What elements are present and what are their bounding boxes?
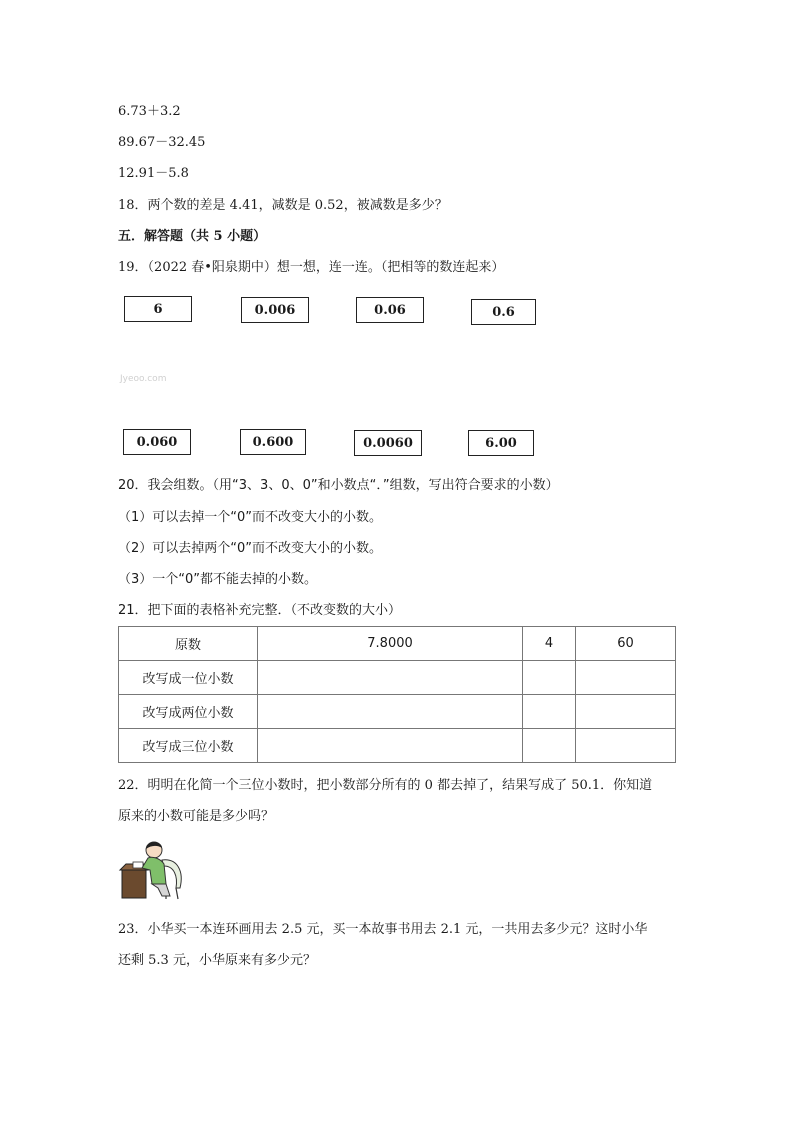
- number-box-0-0060: 0.0060: [354, 430, 422, 456]
- answer-cell[interactable]: [575, 695, 675, 729]
- question-23-line-2: 还剩 5.3 元，小华原来有多少元？: [118, 953, 316, 968]
- question-20-item-1: （1）可以去掉一个“0”而不改变大小的小数。: [118, 510, 383, 525]
- number-box-0-060: 0.060: [123, 429, 191, 455]
- number-box-6: 6: [124, 296, 192, 322]
- section-heading: 五．解答题（共 5 小题）: [118, 229, 267, 244]
- question-22-line-1: 22．明明在化简一个三位小数时，把小数部分所有的 0 都去掉了，结果写成了 50.1．你知道: [118, 778, 653, 793]
- row-label: 改写成一位小数: [119, 661, 258, 695]
- answer-cell[interactable]: [523, 661, 576, 695]
- number-box-0-6: 0.6: [471, 299, 536, 325]
- calc-line-3: 12.91－5.8: [118, 166, 189, 181]
- question-20-item-2: （2）可以去掉两个“0”而不改变大小的小数。: [118, 541, 383, 556]
- calc-line-2: 89.67－32.45: [118, 135, 206, 150]
- row-label: 改写成三位小数: [119, 729, 258, 763]
- table-row: [119, 729, 676, 763]
- answer-cell[interactable]: [258, 661, 523, 695]
- answer-cell[interactable]: [258, 695, 523, 729]
- table-row: [119, 661, 676, 695]
- table-header-cell: 4: [523, 627, 576, 661]
- question-23-line-1: 23．小华买一本连环画用去 2.5 元，买一本故事书用去 2.1 元，一共用去多少元？这时小华: [118, 922, 648, 937]
- question-18: 18．两个数的差是 4.41，减数是 0.52，被减数是多少？: [118, 198, 448, 213]
- answer-cell[interactable]: [523, 729, 576, 763]
- table-header-cell: 7.8000: [258, 627, 523, 661]
- question-20-item-3: （3）一个“0”都不能去掉的小数。: [118, 572, 318, 587]
- table-row: [119, 695, 676, 729]
- question-21: 21．把下面的表格补充完整．（不改变数的大小）: [118, 603, 402, 618]
- calc-line-1: 6.73＋3.2: [118, 104, 181, 119]
- decimal-table: [118, 626, 676, 763]
- answer-cell[interactable]: [575, 729, 675, 763]
- watermark: Jyeoo.com: [120, 374, 167, 384]
- table-header-cell: 原数: [119, 627, 258, 661]
- answer-cell[interactable]: [258, 729, 523, 763]
- number-box-0-006: 0.006: [241, 297, 309, 323]
- number-box-6-00: 6.00: [468, 430, 534, 456]
- answer-cell[interactable]: [575, 661, 675, 695]
- number-box-0-600: 0.600: [240, 429, 306, 455]
- question-22-line-2: 原来的小数可能是多少吗？: [118, 809, 275, 824]
- number-box-0-06: 0.06: [356, 297, 424, 323]
- question-20: 20．我会组数。（用“3、3、0、0”和小数点“．”组数，写出符合要求的小数）: [118, 478, 559, 493]
- child-writing-illustration: [118, 838, 190, 900]
- question-19: 19．（2022 春•阳泉期中）想一想，连一连。（把相等的数连起来）: [118, 260, 505, 275]
- table-header-cell: 60: [575, 627, 675, 661]
- row-label: 改写成两位小数: [119, 695, 258, 729]
- answer-cell[interactable]: [523, 695, 576, 729]
- table-header-row: [119, 627, 676, 661]
